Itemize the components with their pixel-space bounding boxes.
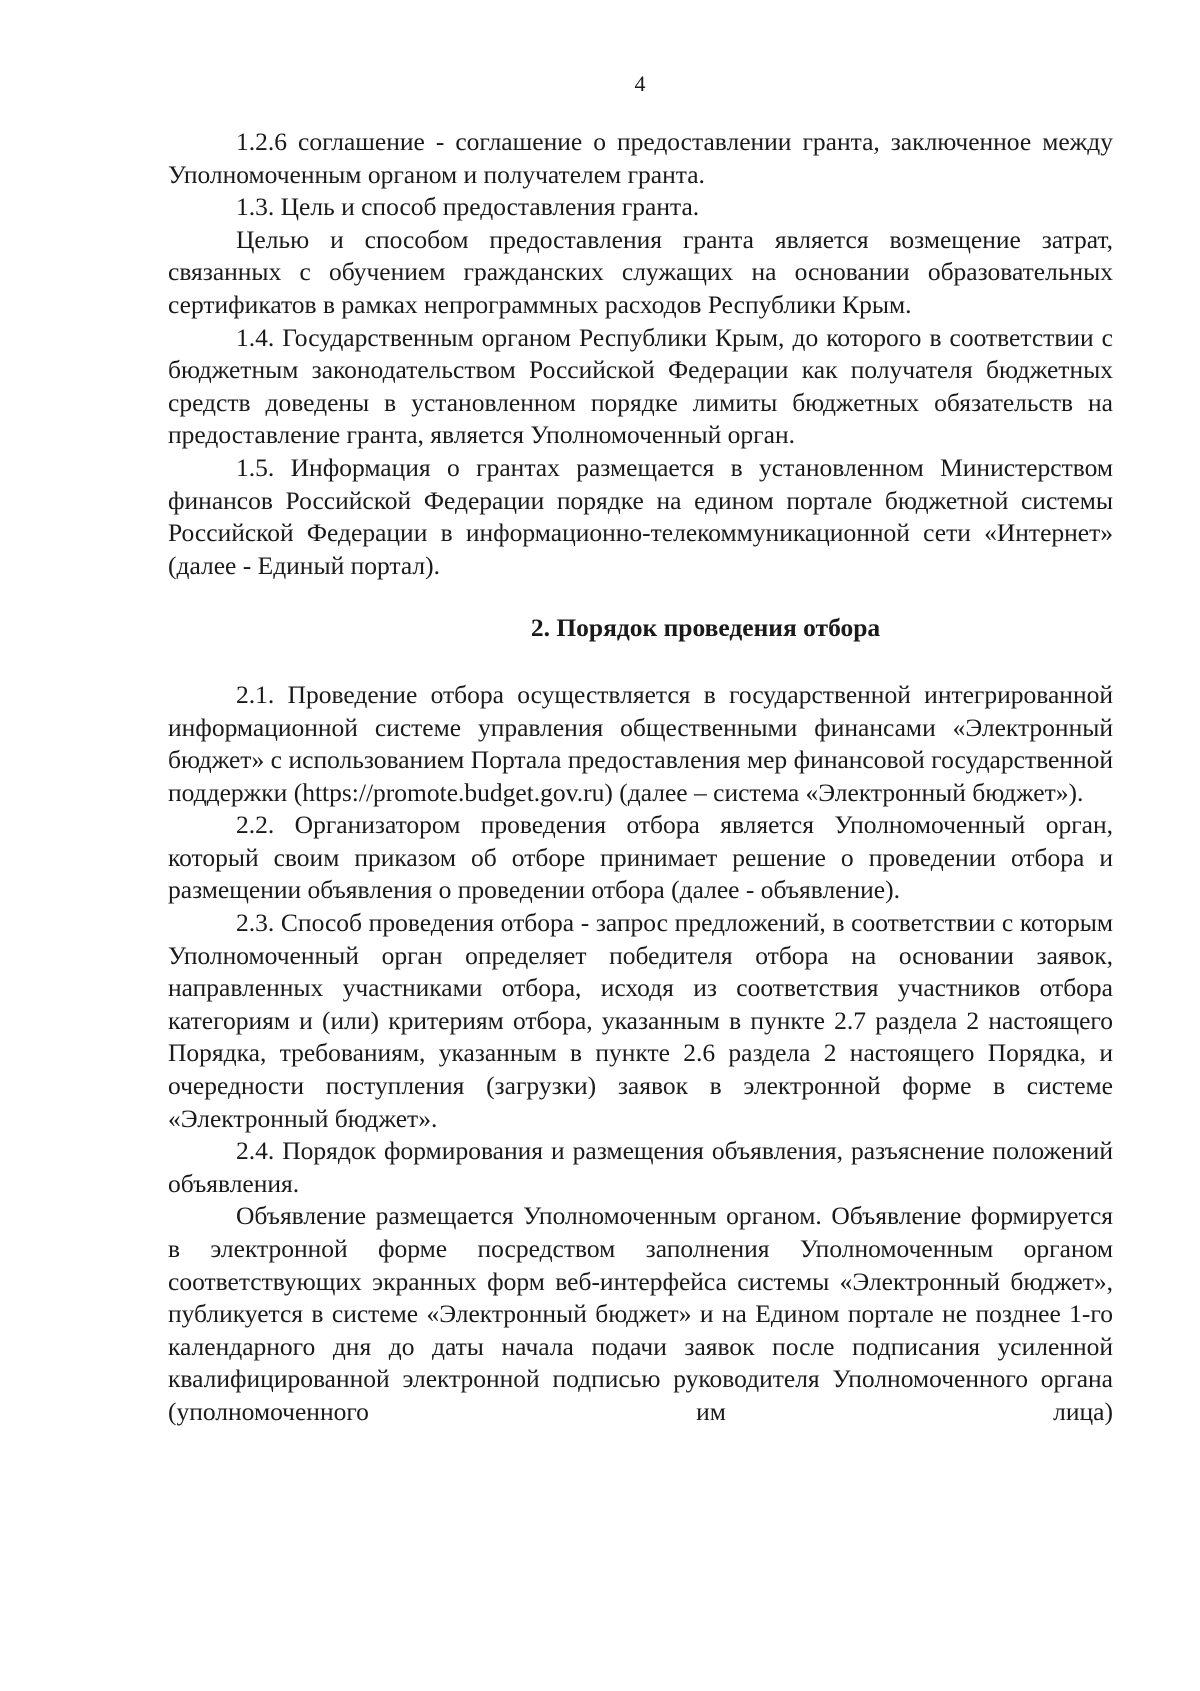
paragraph-1-2-6: 1.2.6 соглашение - соглашение о предоставлении гранта, заключенное между Уполномоченным органом и получателем гранта. — [168, 127, 1113, 189]
paragraph-1-3: 1.3. Цель и способ предоставления гранта. — [236, 192, 700, 222]
paragraph-1-5: 1.5. Информация о грантах размещается в установленном Министерством финансов Российской Федерации порядке на едином портале бюджетной системы Российской Федерации в информационно-телекоммуникационной сети «Интернет» (далее - Единый портал). — [168, 452, 1113, 580]
paragraph-grant-purpose: Целью и способом предоставления гранта является возмещение затрат, связанных с обучением гражданских служащих на основании образовательных сертификатов в рамках непрограммных расходов Республики Крым. — [168, 224, 1113, 319]
paragraph-2-3: 2.3. Способ проведения отбора - запрос предложений, в соответствии с которым Уполномоченный орган определяет победителя отбора на основании заявок, направленных участниками отбора, исходя из соответствия участников отбора категориям и (или) критериям отбора, указанным в пункте 2.7 раздела 2 настоящего Порядка, требованиям, указанным в пункте 2.6 раздела 2 настоящего Порядка, и очередности поступления (загрузки) заявок в электронной форме в системе «Электронный бюджет». — [168, 908, 1113, 1133]
document-body — [168, 126, 1113, 1429]
paragraph-2-4: 2.4. Порядок формирования и размещения объявления, разъяснение положений объявления. — [168, 1136, 1113, 1198]
paragraph-2-1: 2.1. Проведение отбора осуществляется в государственной интегрированной информационной системе управления общественными финансами «Электронный бюджет» с использованием Портала предоставления мер финансовой государственной поддержки (https://promote.budget.gov.ru) (далее – система «Электронный бюджет»). — [168, 679, 1113, 807]
page-number: 4 — [634, 71, 646, 96]
section-heading: 2. Порядок проведения отбора — [530, 613, 881, 643]
paragraph-announcement: Объявление размещается Уполномоченным органом. Объявление формируется в электронной форме посредством заполнения Уполномоченным органом соответствующих экранных форм веб-интерфейса системы «Электронный бюджет», публикуется в системе «Электронный бюджет» и на Едином портале не позднее 1-го календарного дня до даты начала подачи заявок после подписания усиленной квалифицированной электронной подписью руководителя Уполномоченного органа (уполномоченного им лица) — [168, 1201, 1113, 1426]
paragraph-1-4: 1.4. Государственным органом Республики Крым, до которого в соответствии с бюджетным законодательством Российской Федерации как получателя бюджетных средств доведены в установленном порядке лимиты бюджетных обязательств на предоставление гранта, является Уполномоченный орган. — [168, 322, 1113, 450]
paragraph-2-2: 2.2. Организатором проведения отбора является Уполномоченный орган, который своим приказом об отборе принимает решение о проведении отбора и размещении объявления о проведении отбора (далее - объявление). — [168, 810, 1113, 905]
